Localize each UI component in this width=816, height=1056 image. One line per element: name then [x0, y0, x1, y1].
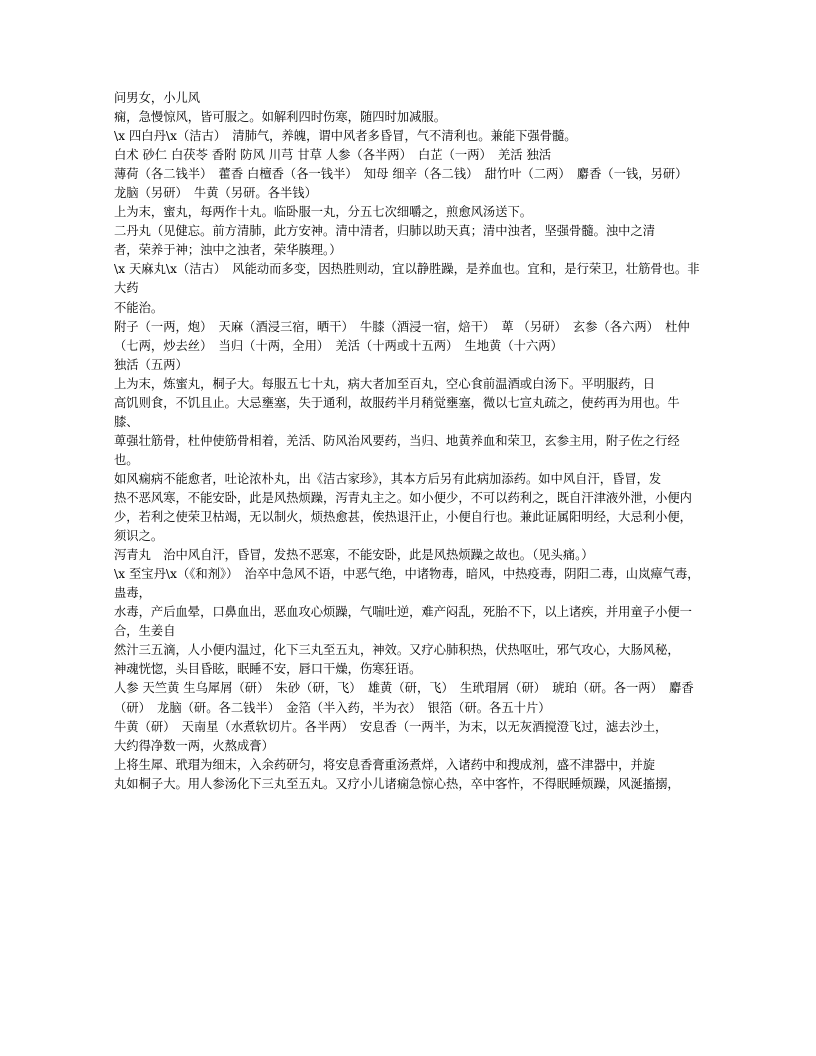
document-paragraph: 萆强壮筋骨，杜仲使筋骨相着，羌活、防风治风要药，当归、地黄养血和荣卫，玄参主用，附子佐之行经也。	[114, 433, 680, 467]
document-paragraph: 神魂恍惚，头目昏眩，眠睡不安，唇口干燥，伤寒狂语。	[114, 662, 422, 677]
document-paragraph: 高饥则食，不饥且止。大忌壅塞，失于通利，故服药半月稍觉壅塞，微以七宣丸疏之，使药再为用也。牛膝、	[114, 395, 680, 429]
document-paragraph: 附子（一两，炮） 天麻（酒浸三宿，晒干） 牛膝（酒浸一宿，焙干） 萆 （另研） 玄参（各六两） 杜仲（七两，炒去丝） 当归（十两，全用） 羌活（十两或十五两） 生地黄（十六两）	[114, 319, 690, 353]
document-paragraph: 泻青丸 治中风自汗，昏冒，发热不恶寒，不能安卧，此是风热烦躁之故也。（见头痛。）	[114, 548, 594, 563]
document-paragraph: 白术 砂仁 白茯苓 香附 防风 川芎 甘草 人参（各半两） 白芷（一两） 羌活 独活	[114, 148, 552, 163]
document-paragraph: 独活（五两）	[114, 357, 188, 372]
document-paragraph: 上为末，蜜丸，每两作十丸。临卧服一丸，分五七次细嚼之，煎愈风汤送下。	[114, 205, 533, 220]
document-paragraph: 人参 天竺黄 生乌犀屑（研） 朱砂（研，飞） 雄黄（研，飞） 生玳瑁屑（研） 琥珀（研。各一两） 麝香（研） 龙脑（研。各二钱半） 金箔（半入药，半为衣） 银箔（研。各五十片）	[114, 681, 694, 715]
document-paragraph: 二丹丸（见健忘。前方清肺，此方安神。清中清者，归肺以助天真；清中浊者，坚强骨髓。浊中之清	[114, 224, 656, 239]
document-paragraph: 少，若利之使荣卫枯竭，无以制火，烦热愈甚，俟热退汗止，小便自行也。兼此证属阳明经，大忌利小便，须识之。	[114, 510, 692, 544]
document-paragraph: 痫，急慢惊风，皆可服之。如解利四时伤寒，随四时加减服。	[114, 110, 447, 125]
document-paragraph: \x 至宝丹\x（《和剂》） 治卒中急风不语，中恶气绝，中诸物毒，暗风，中热疫毒，阴阳二毒，山岚瘴气毒，蛊毒，	[114, 567, 700, 601]
document-paragraph: 上将生犀、玳瑁为细末，入余药研匀，将安息香膏重汤煮烊，入诸药中和搜成剂，盛不津器中，并旋	[114, 757, 656, 772]
document-text-body	[114, 89, 703, 794]
document-paragraph: 牛黄（研） 天南星（水煮软切片。各半两） 安息香（一两半，为末，以无灰酒搅澄飞过，滤去沙土，	[114, 719, 668, 734]
document-paragraph: 水毒，产后血晕，口鼻血出，恶血攻心烦躁，气喘吐逆，难产闷乱，死胎不下，以上诸疾，并用童子小便一合，生姜自	[114, 605, 692, 639]
document-paragraph: \x 天麻丸\x（洁古） 风能动而多变，因热胜则动，宜以静胜躁，是养血也。宜和，是行荣卫，壮筋骨也。非大药	[114, 262, 700, 296]
document-paragraph: 然汁三五滴，人小便内温过，化下三丸至五丸，神效。又疗心肺积热，伏热呕吐，邪气攻心，大肠风秘，	[114, 643, 680, 658]
document-paragraph: 上为末，炼蜜丸，桐子大。每服五七十丸，病大者加至百丸，空心食前温酒或白汤下。平明服药，日	[114, 376, 656, 391]
document-paragraph: 不能治。	[114, 300, 164, 315]
document-paragraph: 丸如桐子大。用人参汤化下三丸至五丸。又疗小儿诸痫急惊心热，卒中客忤，不得眠睡烦躁，风涎搐搦，	[114, 776, 680, 791]
document-paragraph: 热不恶风寒，不能安卧，此是风热烦躁，泻青丸主之。如小便少，不可以药利之，既自汗津液外泄，小便内	[114, 490, 692, 505]
document-paragraph: 大约得净数一两，火熬成膏）	[114, 738, 274, 753]
document-paragraph: 薄荷（各二钱半） 藿香 白檀香（各一钱半） 知母 细辛（各二钱） 甜竹叶（二两） 麝香（一钱，另研） 龙脑（另研） 牛黄（另研。各半钱）	[114, 167, 694, 201]
document-paragraph: 者，荣养于神；浊中之浊者，荣华腠理。）	[114, 243, 342, 258]
document-paragraph: 问男女，小儿风	[114, 91, 201, 105]
document-paragraph: 如风痫病不能愈者，吐论浓朴丸，出《洁古家珍》，其本方后另有此病加添药。如中风自汗，昏冒，发	[114, 471, 662, 486]
document-paragraph: \x 四白丹\x（洁古） 清肺气，养魄，谓中风者多昏冒，气不清利也。兼能下强骨髓。	[114, 129, 577, 144]
